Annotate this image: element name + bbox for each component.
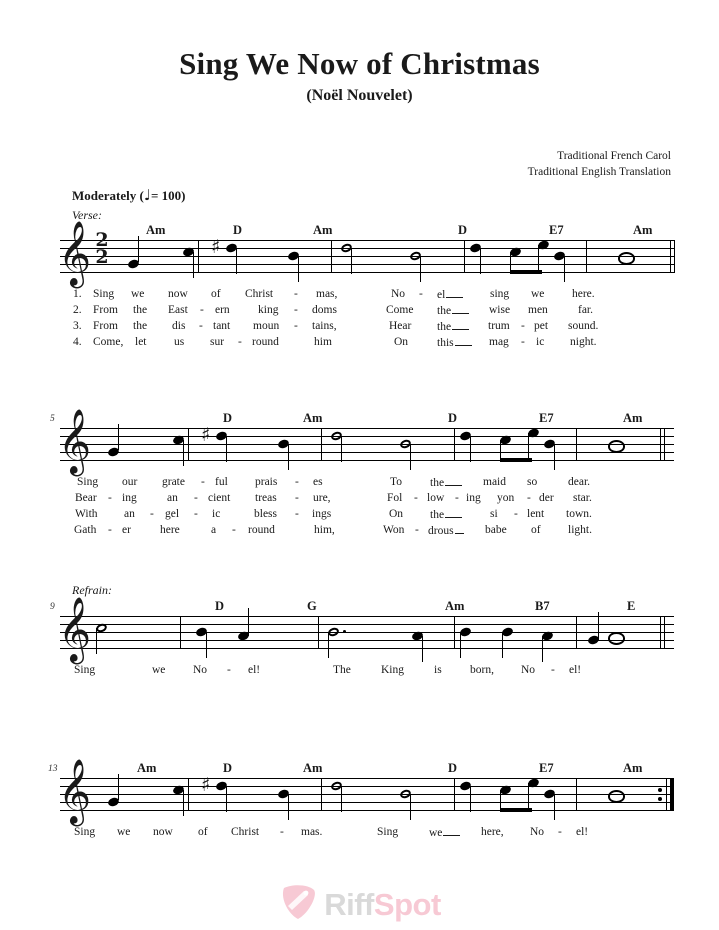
- credits: [528, 148, 671, 180]
- lyric-syllable: round: [252, 336, 279, 348]
- lyric-syllable: low: [427, 492, 445, 504]
- stem: [226, 786, 227, 812]
- notehead: [618, 252, 635, 265]
- lyric-syllable: now: [153, 826, 173, 838]
- stem: [298, 256, 299, 282]
- lyric-syllable: ic: [536, 336, 545, 348]
- lyric-syllable: el: [437, 288, 463, 301]
- lyric-hyphen: -: [527, 492, 531, 504]
- stem: [480, 248, 481, 274]
- lyric-hyphen: -: [108, 524, 112, 536]
- tempo-bpm: = 100): [150, 188, 186, 203]
- page-subtitle: (Noël Nouvelet): [306, 87, 413, 104]
- lyric-syllable: Gath: [74, 524, 97, 536]
- page-title: Sing We Now of Christmas: [179, 46, 540, 81]
- barline: [666, 778, 667, 811]
- barline: [321, 778, 322, 811]
- lyric-syllable: No: [530, 826, 545, 838]
- lyric-hyphen: -: [295, 476, 299, 488]
- stem: [341, 786, 342, 812]
- staff-line: [60, 452, 674, 453]
- lyric-syllable: Bear: [75, 492, 97, 504]
- lyric-syllable: Won: [383, 524, 405, 536]
- stem: [351, 248, 352, 274]
- staff-line: [60, 240, 674, 241]
- lyric-syllable: Christ: [231, 826, 260, 838]
- lyric-syllable: maid: [483, 476, 506, 488]
- lyric-hyphen: -: [232, 524, 236, 536]
- lyric-syllable: gel: [165, 508, 180, 520]
- lyric-hyphen: -: [194, 492, 198, 504]
- chord-symbol: Am: [633, 223, 653, 237]
- sharp-accidental-icon: ♯: [201, 774, 211, 796]
- barline: [331, 240, 332, 273]
- chord-symbol: D: [448, 761, 458, 775]
- chord-symbol: G: [307, 599, 317, 613]
- beam: [500, 458, 532, 462]
- lyric-syllable: doms: [312, 304, 337, 316]
- lyric-syllable: 4.: [73, 336, 82, 348]
- chord-symbol: E7: [549, 223, 564, 237]
- barline: [576, 778, 577, 811]
- lyric-syllable: the: [133, 304, 148, 316]
- lyric-syllable: this: [437, 336, 472, 349]
- melisma-extender: [446, 288, 463, 298]
- lyric-syllable: we: [152, 664, 166, 676]
- lyric-syllable: dis: [172, 320, 186, 332]
- lyric-syllable: now: [168, 288, 188, 300]
- lyric-hyphen: -: [238, 336, 242, 348]
- barline: [454, 428, 455, 461]
- staff-line: [60, 778, 674, 779]
- barline: [180, 616, 181, 649]
- melisma-extender: [455, 336, 472, 346]
- treble-clef-icon: 𝄞: [58, 221, 92, 286]
- lyric-syllable: ful: [215, 476, 228, 488]
- stem: [502, 632, 503, 658]
- barline: [188, 428, 189, 461]
- double-barline: [670, 240, 676, 273]
- lyric-syllable: der: [539, 492, 554, 504]
- double-barline: [660, 428, 666, 461]
- stem: [420, 256, 421, 282]
- lyric-hyphen: -: [194, 508, 198, 520]
- lyric-syllable: round: [248, 524, 275, 536]
- stem: [183, 790, 184, 816]
- lyric-syllable: Christ: [245, 288, 274, 300]
- lyric-syllable: From: [93, 304, 118, 316]
- barline: [576, 616, 577, 649]
- melisma-extender: [455, 524, 464, 534]
- stem: [236, 248, 237, 274]
- lyric-syllable: ure,: [313, 492, 331, 504]
- lyric-syllable: East: [168, 304, 188, 316]
- logo-text-riff: Riff: [324, 886, 374, 922]
- lyric-syllable: ic: [212, 508, 221, 520]
- lyric-hyphen: -: [295, 508, 299, 520]
- stem: [598, 612, 599, 640]
- credit-line-2: Traditional English Translation: [527, 166, 671, 178]
- time-signature: [94, 229, 110, 268]
- barline: [321, 428, 322, 461]
- lyric-syllable: es: [313, 476, 323, 488]
- chord-symbol: E: [627, 599, 636, 613]
- lyric-hyphen: -: [280, 826, 284, 838]
- lyric-syllable: No: [193, 664, 208, 676]
- barline: [454, 778, 455, 811]
- stem: [226, 436, 227, 462]
- lyric-syllable: him: [314, 336, 332, 348]
- lyric-syllable: To: [390, 476, 402, 488]
- staff-line: [60, 616, 674, 617]
- lyric-syllable: of: [211, 288, 221, 300]
- melisma-extender: [452, 320, 469, 330]
- stem: [288, 794, 289, 820]
- notehead: [608, 790, 625, 803]
- lyric-syllable: the: [430, 476, 462, 489]
- beam: [500, 808, 532, 812]
- lyric-syllable: Sing: [74, 826, 96, 838]
- sharp-accidental-icon: ♯: [211, 236, 221, 258]
- lyric-syllable: sur: [210, 336, 225, 348]
- lyric-syllable: King: [381, 664, 404, 676]
- lyric-syllable: here: [160, 524, 180, 536]
- barline: [454, 616, 455, 649]
- chord-symbol: E7: [539, 761, 554, 775]
- lyric-syllable: No: [521, 664, 536, 676]
- stem: [248, 608, 249, 636]
- notehead: [608, 632, 625, 645]
- lyrics-block-1: [0, 288, 719, 352]
- measure-number: 9: [50, 602, 55, 612]
- tempo-word: Moderately: [72, 188, 137, 203]
- stem: [288, 444, 289, 470]
- stem: [193, 252, 194, 278]
- lyric-syllable: drous: [428, 524, 464, 537]
- lyric-syllable: Sing: [377, 826, 399, 838]
- lyric-syllable: far.: [578, 304, 594, 316]
- lyric-syllable: the: [430, 508, 462, 521]
- lyric-hyphen: -: [414, 492, 418, 504]
- chord-symbol: Am: [303, 761, 323, 775]
- measure-number: 13: [48, 764, 58, 774]
- stem: [554, 444, 555, 470]
- chord-symbol: D: [448, 411, 458, 425]
- lyric-syllable: treas: [255, 492, 277, 504]
- lyric-syllable: here,: [481, 826, 504, 838]
- lyric-syllable: Hear: [389, 320, 412, 332]
- lyric-syllable: 1.: [73, 288, 82, 300]
- lyric-syllable: mas.: [301, 826, 323, 838]
- lyric-line: [0, 336, 719, 352]
- lyric-hyphen: -: [200, 304, 204, 316]
- lyric-syllable: town.: [566, 508, 592, 520]
- lyric-syllable: lent: [527, 508, 545, 520]
- lyric-syllable: the: [437, 320, 469, 333]
- stem: [410, 794, 411, 820]
- lyric-hyphen: -: [108, 492, 112, 504]
- lyric-syllable: si: [490, 508, 498, 520]
- lyric-syllable: pet: [534, 320, 549, 332]
- lyric-syllable: prais: [255, 476, 278, 488]
- lyric-syllable: Fol: [387, 492, 403, 504]
- lyric-syllable: men: [528, 304, 548, 316]
- chord-symbol: D: [215, 599, 225, 613]
- lyric-syllable: dear.: [568, 476, 591, 488]
- stem: [138, 236, 139, 262]
- lyric-hyphen: -: [294, 288, 298, 300]
- stem: [96, 628, 97, 654]
- chord-symbol: Am: [445, 599, 465, 613]
- logo-text-spot: Spot: [373, 886, 441, 922]
- lyric-syllable: Come: [386, 304, 414, 316]
- lyric-hyphen: -: [150, 508, 154, 520]
- lyric-syllable: sound.: [568, 320, 599, 332]
- staff-line: [60, 632, 674, 633]
- double-barline: [660, 616, 666, 649]
- end-repeat-barline: [670, 778, 674, 811]
- lyric-syllable: ings: [312, 508, 332, 520]
- lyric-syllable: let: [135, 336, 147, 348]
- lyric-syllable: our: [122, 476, 138, 488]
- staff-line: [60, 648, 674, 649]
- lyric-syllable: is: [434, 664, 442, 676]
- lyric-syllable: Sing: [93, 288, 115, 300]
- lyric-hyphen: -: [294, 304, 298, 316]
- lyric-syllable: an: [124, 508, 135, 520]
- lyric-line: [0, 320, 719, 336]
- lyric-hyphen: -: [295, 492, 299, 504]
- staff-line: [60, 786, 674, 787]
- stem: [422, 636, 423, 662]
- barline: [576, 428, 577, 461]
- lyric-syllable: Sing: [77, 476, 99, 488]
- lyric-syllable: an: [167, 492, 178, 504]
- stem: [460, 632, 461, 658]
- barline: [464, 240, 465, 273]
- chord-symbol: Am: [137, 761, 157, 775]
- staff-line: [60, 794, 674, 795]
- stem: [118, 774, 119, 800]
- lyric-line: [0, 524, 719, 540]
- lyric-syllable: a: [211, 524, 217, 536]
- refrain-label: Refrain:: [72, 583, 112, 597]
- lyric-hyphen: -: [199, 320, 203, 332]
- stem: [183, 440, 184, 466]
- chord-symbol: D: [233, 223, 243, 237]
- stem: [564, 256, 565, 282]
- lyric-syllable: here.: [572, 288, 595, 300]
- lyric-hyphen: -: [415, 524, 419, 536]
- tempo-paren: (: [139, 188, 144, 203]
- lyric-syllable: On: [389, 508, 404, 520]
- lyric-hyphen: -: [521, 320, 525, 332]
- notehead: [608, 440, 625, 453]
- repeat-dots: [658, 778, 662, 811]
- chord-symbol: Am: [303, 411, 323, 425]
- lyric-hyphen: -: [514, 508, 518, 520]
- lyric-syllable: born,: [470, 664, 494, 676]
- lyric-syllable: el!: [569, 664, 582, 676]
- lyric-syllable: 2.: [73, 304, 82, 316]
- lyric-syllable: er: [122, 524, 131, 536]
- chord-symbol: Am: [146, 223, 166, 237]
- staff-line: [60, 436, 674, 437]
- lyric-hyphen: -: [551, 664, 555, 676]
- guitar-pick-icon: [278, 884, 318, 925]
- lyric-syllable: night.: [570, 336, 597, 348]
- lyric-syllable: cient: [208, 492, 231, 504]
- staff-line: [60, 460, 674, 461]
- chord-symbol: B7: [535, 599, 550, 613]
- lyric-syllable: so: [527, 476, 538, 488]
- lyric-syllable: we: [429, 826, 460, 839]
- lyric-syllable: On: [394, 336, 409, 348]
- lyric-syllable: No: [391, 288, 406, 300]
- lyric-syllable: el!: [576, 826, 589, 838]
- staff-line: [60, 248, 674, 249]
- lyric-syllable: we: [531, 288, 545, 300]
- lyric-syllable: trum: [488, 320, 510, 332]
- lyric-hyphen: -: [419, 288, 423, 300]
- lyric-syllable: babe: [485, 524, 507, 536]
- barline: [198, 240, 199, 273]
- lyric-syllable: Come,: [93, 336, 124, 348]
- lyric-syllable: yon: [497, 492, 515, 504]
- lyric-line: [0, 664, 719, 680]
- lyric-syllable: we: [117, 826, 131, 838]
- stem: [542, 636, 543, 662]
- lyric-hyphen: -: [521, 336, 525, 348]
- chord-symbol: Am: [623, 761, 643, 775]
- lyric-syllable: ing: [122, 492, 137, 504]
- lyric-syllable: sing: [490, 288, 510, 300]
- stem: [470, 436, 471, 462]
- chord-symbol: D: [223, 761, 233, 775]
- lyric-syllable: ing: [466, 492, 481, 504]
- lyric-line: [0, 492, 719, 508]
- chord-symbol: Am: [623, 411, 643, 425]
- lyric-hyphen: -: [201, 476, 205, 488]
- lyric-syllable: tains,: [312, 320, 337, 332]
- stem: [328, 632, 329, 658]
- time-sig-top: 2: [95, 229, 109, 251]
- riffspot-watermark: [0, 884, 719, 925]
- staff-line: [60, 428, 674, 429]
- credit-line-1: Traditional French Carol: [557, 150, 671, 162]
- chord-symbol: E7: [539, 411, 554, 425]
- lyric-syllable: king: [258, 304, 279, 316]
- stem: [410, 444, 411, 470]
- stem: [470, 786, 471, 812]
- lyric-syllable: From: [93, 320, 118, 332]
- lyric-hyphen: -: [455, 492, 459, 504]
- staff-line: [60, 802, 674, 803]
- time-sig-bottom: 2: [95, 246, 109, 268]
- lyric-syllable: the: [133, 320, 148, 332]
- lyric-syllable: mas,: [316, 288, 338, 300]
- lyric-syllable: 3.: [73, 320, 82, 332]
- lyric-syllable: us: [174, 336, 185, 348]
- chord-symbol: D: [223, 411, 233, 425]
- tempo-marking: [72, 186, 185, 204]
- lyric-syllable: Sing: [74, 664, 96, 676]
- lyrics-block-4: [0, 826, 719, 842]
- lyric-syllable: tant: [213, 320, 231, 332]
- lyric-line: [0, 304, 719, 320]
- lyric-syllable: of: [531, 524, 541, 536]
- lyric-line: [0, 826, 719, 842]
- lyric-hyphen: -: [558, 826, 562, 838]
- lyric-line: [0, 476, 719, 492]
- barline: [188, 778, 189, 811]
- lyric-syllable: of: [198, 826, 208, 838]
- treble-clef-icon: 𝄞: [58, 597, 92, 662]
- lyric-syllable: the: [437, 304, 469, 317]
- stem: [206, 632, 207, 658]
- lyric-syllable: grate: [162, 476, 185, 488]
- stem: [341, 436, 342, 462]
- lyric-syllable: mag: [489, 336, 509, 348]
- chord-symbol: D: [458, 223, 468, 237]
- barline: [318, 616, 319, 649]
- lyrics-block-2: [0, 476, 719, 540]
- lyric-syllable: el!: [248, 664, 261, 676]
- measure-number: 5: [50, 414, 55, 424]
- staff-line: [60, 444, 674, 445]
- staff-line: [60, 810, 674, 811]
- chord-symbol: Am: [313, 223, 333, 237]
- lyric-line: [0, 288, 719, 304]
- sharp-accidental-icon: ♯: [201, 424, 211, 446]
- staff-line: [60, 264, 674, 265]
- melisma-extender: [445, 508, 462, 518]
- stem: [118, 424, 119, 450]
- lyric-syllable: With: [75, 508, 98, 520]
- barline: [586, 240, 587, 273]
- beam: [510, 270, 542, 274]
- treble-clef-icon: 𝄞: [58, 759, 92, 824]
- lyric-syllable: ern: [215, 304, 230, 316]
- melisma-extender: [445, 476, 462, 486]
- lyric-line: [0, 508, 719, 524]
- lyrics-block-3: [0, 664, 719, 680]
- lyric-syllable: star.: [573, 492, 592, 504]
- lyric-hyphen: -: [227, 664, 231, 676]
- quarter-note-icon: ♩: [143, 186, 151, 204]
- lyric-syllable: moun: [253, 320, 280, 332]
- lyric-syllable: bless: [254, 508, 277, 520]
- treble-clef-icon: 𝄞: [58, 409, 92, 474]
- staff-line: [60, 640, 674, 641]
- lyric-hyphen: -: [294, 320, 298, 332]
- lyric-syllable: we: [131, 288, 145, 300]
- staff-line: [60, 256, 674, 257]
- staff-line: [60, 272, 674, 273]
- stem: [554, 794, 555, 820]
- verse-label: Verse:: [72, 208, 102, 222]
- lyric-syllable: him,: [314, 524, 335, 536]
- melisma-extender: [443, 826, 460, 836]
- lyric-syllable: light.: [568, 524, 592, 536]
- lyric-syllable: wise: [489, 304, 511, 316]
- melisma-extender: [452, 304, 469, 314]
- staff-line: [60, 624, 674, 625]
- lyric-syllable: The: [333, 664, 351, 676]
